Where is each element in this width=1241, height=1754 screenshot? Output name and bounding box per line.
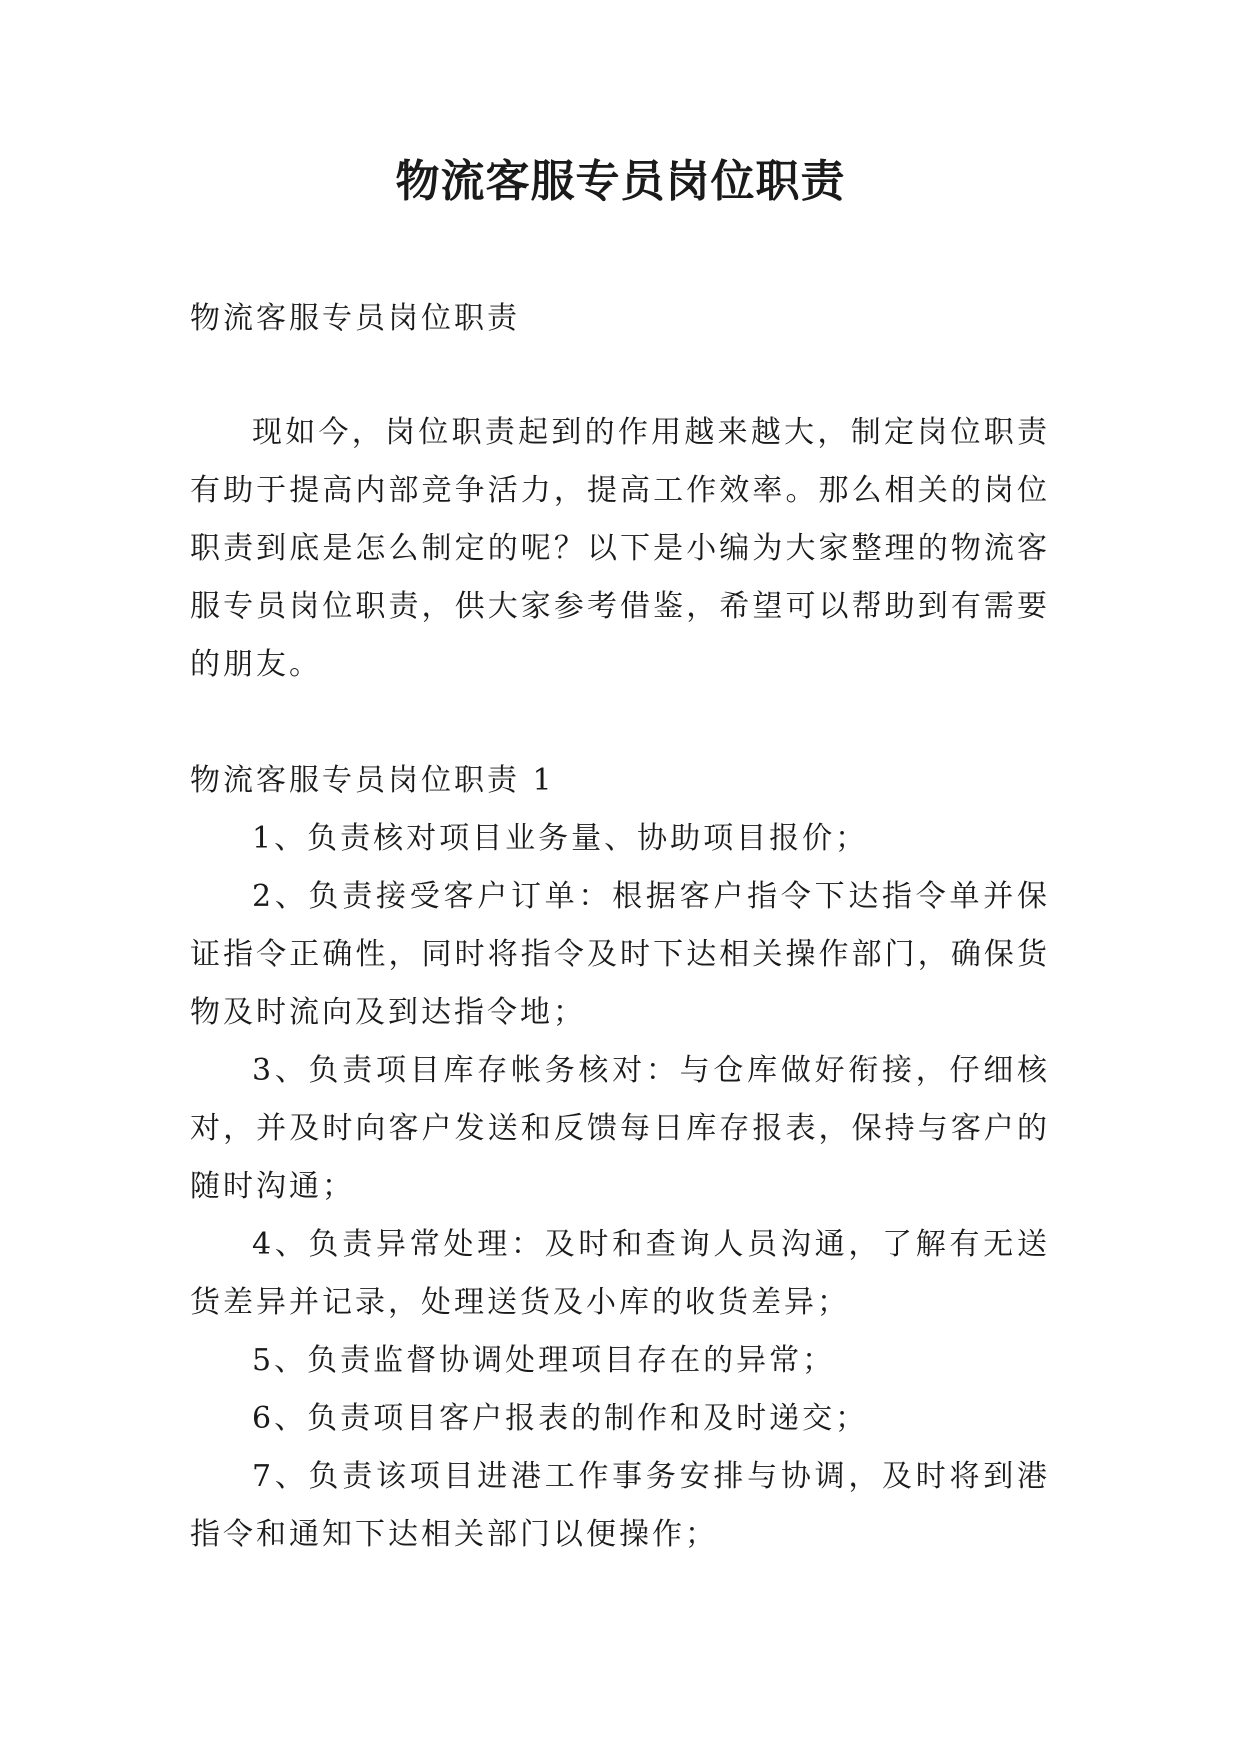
duty-item-7: 7、负责该项目进港工作事务安排与协调，及时将到港指令和通知下达相关部门以便操作； — [190, 1459, 1050, 1552]
duty-item-4: 4、负责异常处理：及时和查询人员沟通，了解有无送货差异并记录，处理送货及小库的收货差异； — [190, 1227, 1050, 1320]
duty-item-3: 3、负责项目库存帐务核对：与仓库做好衔接，仔细核对，并及时向客户发送和反馈每日库存报表，保持与客户的随时沟通； — [190, 1053, 1050, 1204]
intro-paragraph: 现如今，岗位职责起到的作用越来越大，制定岗位职责有助于提高内部竞争活力，提高工作效率。那么相关的岗位职责到底是怎么制定的呢？以下是小编为大家整理的物流客服专员岗位职责，供大家参考借鉴，希望可以帮助到有需要的朋友。 — [190, 415, 1050, 682]
document-title: 物流客服专员岗位职责 — [395, 156, 846, 207]
duty-item-1: 1、负责核对项目业务量、协助项目报价； — [252, 821, 869, 856]
document-subtitle: 物流客服专员岗位职责 — [190, 301, 520, 336]
duty-item-2: 2、负责接受客户订单：根据客户指令下达指令单并保证指令正确性，同时将指令及时下达相关操作部门，确保货物及时流向及到达指令地； — [190, 879, 1050, 1030]
duty-item-6: 6、负责项目客户报表的制作和及时递交； — [252, 1401, 869, 1436]
duty-item-5: 5、负责监督协调处理项目存在的异常； — [252, 1343, 836, 1378]
duties-section — [190, 752, 1050, 1564]
section-heading: 物流客服专员岗位职责 1 — [190, 763, 555, 798]
